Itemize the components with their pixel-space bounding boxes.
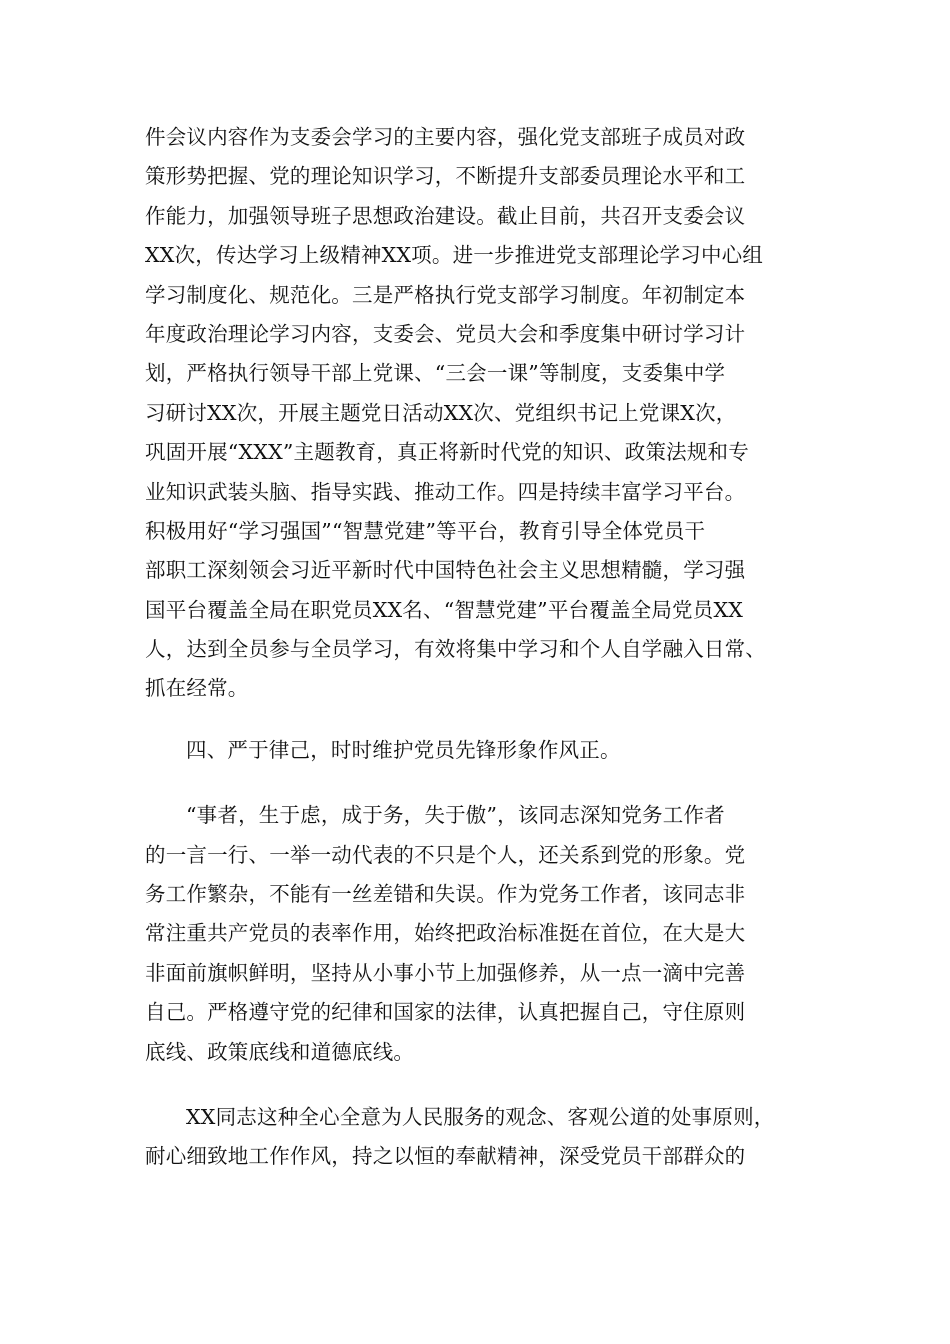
paragraph-spacer: [145, 1072, 810, 1098]
text-line: 抓在经常。: [145, 676, 249, 701]
text-line: 常注重共产党员的表率作用，始终把政治标准挺在首位，在大是大: [145, 921, 746, 946]
text-line: XX次，传达学习上级精神XX项。进一步推进党支部理论学习中心组: [145, 243, 764, 268]
text-line: 的一言一行、一举一动代表的不只是个人，还关系到党的形象。党: [145, 842, 746, 867]
paragraph-conclusion: [145, 1098, 810, 1177]
text-line: 务工作繁杂，不能有一丝差错和失误。作为党务工作者，该同志非: [145, 882, 746, 907]
paragraph-study-system: [145, 118, 810, 709]
text-line: 底线、政策底线和道德底线。: [145, 1039, 415, 1064]
text-line: 学习制度化、规范化。三是严格执行党支部学习制度。年初制定本: [145, 282, 746, 307]
text-line: 部职工深刻领会习近平新时代中国特色社会主义思想精髓，学习强: [145, 558, 746, 583]
document-page: [145, 118, 810, 1177]
paragraph-spacer: [145, 770, 810, 796]
paragraph-spacer: [145, 709, 810, 731]
text-line: 自己。严格遵守党的纪律和国家的法律，认真把握自己，守住原则: [145, 1000, 746, 1025]
text-line: 业知识武装头脑、指导实践、推动工作。四是持续丰富学习平台。: [145, 479, 746, 504]
text-line: 策形势把握、党的理论知识学习，不断提升支部委员理论水平和工: [145, 164, 746, 189]
text-line: 国平台覆盖全局在职党员XX名、“智慧党建”平台覆盖全局党员XX: [145, 597, 744, 622]
text-line: 年度政治理论学习内容，支委会、党员大会和季度集中研讨学习计: [145, 321, 746, 346]
text-line: 习研讨XX次，开展主题党日活动XX次、党组织书记上党课X次，: [145, 400, 737, 425]
paragraph-self-discipline: [145, 796, 810, 1072]
section-heading-4: 四、严于律己，时时维护党员先锋形象作风正。: [186, 737, 621, 762]
text-line: 件会议内容作为支委会学习的主要内容，强化党支部班子成员对政: [145, 125, 746, 149]
text-line: 人，达到全员参与全员学习，有效将集中学习和个人自学融入日常、: [145, 637, 766, 662]
text-line: 耐心细致地工作作风，持之以恒的奉献精神，深受党员干部群众的: [145, 1144, 746, 1169]
text-line: 划，严格执行领导干部上党课、“三会一课”等制度，支委集中学: [145, 361, 726, 386]
text-line: 积极用好“学习强国”“智慧党建”等平台，教育引导全体党员干: [145, 518, 706, 543]
text-line: XX同志这种全心全意为人民服务的观念、客观公道的处事原则，: [186, 1104, 775, 1129]
text-line: 巩固开展“XXX”主题教育，真正将新时代党的知识、政策法规和专: [145, 440, 749, 465]
text-line: 作能力，加强领导班子思想政治建设。截止目前，共召开支委会议: [145, 203, 746, 228]
text-line: “事者，生于虑，成于务，失于傲”，该同志深知党务工作者: [186, 803, 725, 828]
text-line: 非面前旗帜鲜明，坚持从小事小节上加强修养，从一点一滴中完善: [145, 960, 746, 985]
